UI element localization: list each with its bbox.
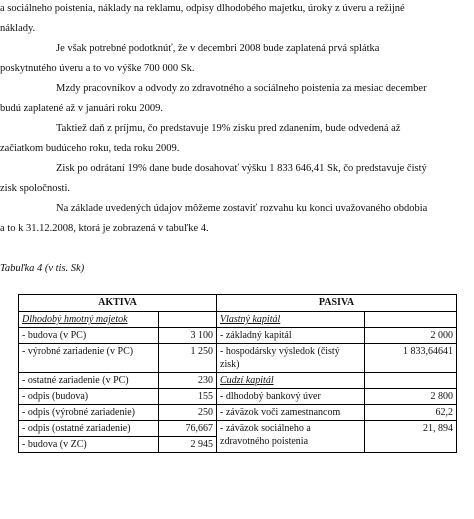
asset-value: 155 (159, 389, 217, 405)
table-header-row (19, 295, 457, 312)
liability-label: - dlhodobý bankový úver (217, 389, 365, 405)
asset-value: 1 250 (159, 344, 217, 373)
asset-label: - budova (v ZC) (19, 437, 159, 453)
asset-value: 3 100 (159, 328, 217, 344)
asset-value: 230 (159, 373, 217, 389)
liability-value: 2 800 (365, 389, 457, 405)
liability-label: - základný kapitál (217, 328, 365, 344)
paragraph-line: budú zaplatené až v januári roku 2009. (0, 103, 163, 114)
liability-value: 1 833,64641 (365, 344, 457, 373)
liability-value (365, 373, 457, 389)
asset-label: - odpis (budova) (19, 389, 159, 405)
liabilities-section-label: Cudzí kapitál (217, 373, 365, 389)
asset-label: - odpis (výrobné zariadenie) (19, 405, 159, 421)
assets-header: AKTIVA (19, 295, 217, 312)
liability-value: 2 000 (365, 328, 457, 344)
assets-section-label: Dlhodobý hmotný majetok (19, 312, 159, 328)
paragraph-line: a sociálneho poistenia, náklady na reklamu, odpisy dlhodobého majetku, úroky z úveru a režijné (0, 3, 405, 14)
asset-label: - odpis (ostatné zariadenie) (19, 421, 159, 437)
liability-value: 62,2 (365, 405, 457, 421)
table-row (19, 405, 457, 421)
paragraph-line: náklady. (0, 23, 36, 34)
asset-value (159, 312, 217, 328)
liability-value (365, 312, 457, 328)
paragraph-line: Taktiež daň z príjmu, čo predstavuje 19% zisku pred zdanením, bude odvedená až (56, 123, 401, 134)
table-row (19, 373, 457, 389)
table-caption: Tabuľka 4 (v tis. Sk) (0, 263, 85, 274)
liabilities-section-label: Vlastný kapitál (217, 312, 365, 328)
table-row (19, 344, 457, 373)
asset-label: - ostatné zariadenie (v PC) (19, 373, 159, 389)
table-row (19, 421, 457, 437)
balance-sheet-table (18, 294, 457, 453)
asset-value: 76,667 (159, 421, 217, 437)
paragraph-line: poskytnutého úveru a to vo výške 700 000 Sk. (0, 63, 195, 74)
table-row (19, 389, 457, 405)
liability-label: - záväzok voči zamestnancom (217, 405, 365, 421)
table-row (19, 328, 457, 344)
paragraph-line: Je však potrebné podotknúť, že v decembri 2008 bude zaplatená prvá splátka (56, 43, 380, 54)
asset-label: - výrobné zariadenie (v PC) (19, 344, 159, 373)
asset-value: 250 (159, 405, 217, 421)
asset-label: - budova (v PC) (19, 328, 159, 344)
asset-value: 2 945 (159, 437, 217, 453)
paragraph-line: začiatkom budúceho roku, teda roku 2009. (0, 143, 180, 154)
paragraph-line: a to k 31.12.2008, ktorá je zobrazená v tabuľke 4. (0, 223, 209, 234)
paragraph-line: Zisk po odrátaní 19% dane bude dosahovať výšku 1 833 646,41 Sk, čo predstavuje čistý (56, 163, 427, 174)
liability-label: - záväzok sociálneho a zdravotného poistenia (217, 421, 365, 453)
paragraph-line: zisk spoločnosti. (0, 183, 70, 194)
table-row (19, 312, 457, 328)
paragraph-line: Mzdy pracovníkov a odvody zo zdravotného a sociálneho poistenia za mesiac december (56, 83, 427, 94)
liabilities-header: PASIVA (217, 295, 457, 312)
liability-value: 21, 894 (365, 421, 457, 453)
liability-label: - hospodársky výsledok (čistý zisk) (217, 344, 365, 373)
paragraph-line: Na základe uvedených údajov môžeme zostaviť rozvahu ku konci uvažovaného obdobia (56, 203, 428, 214)
